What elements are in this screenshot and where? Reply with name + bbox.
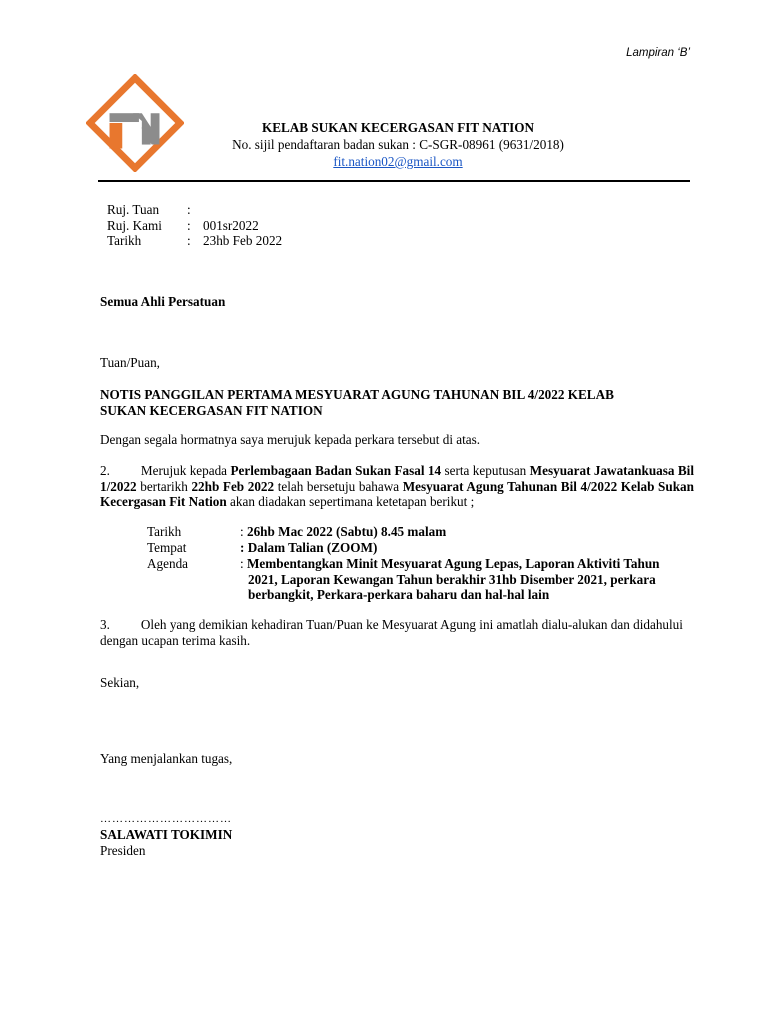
header-divider <box>98 180 690 182</box>
ref-separator: : <box>187 233 191 248</box>
ref-label: Tarikh <box>107 233 142 248</box>
detail-label: Tarikh <box>147 524 182 539</box>
signer-title: Presiden <box>100 843 146 858</box>
agenda-line: Membentangkan Minit Mesyuarat Agung Lepas, Laporan Aktiviti Tahun <box>246 556 660 571</box>
org-name: KELAB SUKAN KECERGASAN FIT NATION <box>261 120 535 135</box>
detail-label: Tempat <box>147 540 187 555</box>
recipient: Semua Ahli Persatuan <box>100 294 226 309</box>
ref-row-kami <box>107 218 282 234</box>
signature-line: …………………………… <box>100 813 232 825</box>
signer-name: SALAWATI TOKIMIN <box>100 827 233 842</box>
ref-label: Ruj. Kami <box>107 217 162 233</box>
committee-meeting-ref: Mesyuarat Jawatankuasa Bil 1/2022 <box>100 463 694 494</box>
agm-name: Mesyuarat Agung Tahunan Bil 4/2022 Kelab Sukan Kecergasan Fit Nation <box>100 478 694 509</box>
subject-line: SUKAN KECERGASAN FIT NATION <box>100 402 323 418</box>
subject-heading <box>100 387 614 418</box>
detail-label: Agenda <box>147 556 189 571</box>
meeting-date: 26hb Mac 2022 (Sabtu) 8.45 malam <box>246 524 447 539</box>
paragraph-number: 2. <box>100 463 110 478</box>
detail-agenda: Agenda : Membentangkan Minit Mesyuarat Agung Lepas, Laporan Aktiviti Tahun <box>147 556 660 571</box>
constitution-ref: Perlembagaan Badan Sukan Fasal 14 <box>230 463 442 478</box>
ref-label: Ruj. Tuan <box>107 202 160 217</box>
ref-row-tarikh <box>107 233 282 249</box>
decision-date: 22hb Feb 2022 <box>191 478 275 494</box>
email-link[interactable]: fit.nation02@gmail.com <box>333 154 463 169</box>
agenda-line: 2021, Laporan Kewangan Tahun berakhir 31hb Disember 2021, perkara <box>248 572 656 587</box>
detail-tarikh: Tarikh : 26hb Mac 2022 (Sabtu) 8.45 malam <box>147 524 447 539</box>
ref-row-tuan <box>107 202 282 218</box>
duty-line: Yang menjalankan tugas, <box>100 751 233 766</box>
attachment-label: Lampiran ‘B’ <box>626 47 690 59</box>
agenda-line: berbangkit, Perkara-perkara baharu dan hal-hal lain <box>248 587 550 602</box>
closing: Sekian, <box>100 675 140 690</box>
reference-block <box>107 202 282 249</box>
paragraph-3: 3. Oleh yang demikian kehadiran Tuan/Puan ke Mesyuarat Agung ini amatlah dialu-alukan dan didahului dengan ucapan terima kasih. <box>100 617 683 648</box>
subject-line: NOTIS PANGGILAN PERTAMA MESYUARAT AGUNG TAHUNAN BIL 4/2022 KELAB <box>100 387 614 402</box>
paragraph-number: 3. <box>100 617 110 632</box>
paragraph-2: 2. Merujuk kepada Perlembagaan Badan Sukan Fasal 14 serta keputusan Mesyuarat Jawatankuasa Bil 1/2022 bertarikh 22hb Feb 2022 telah bersetuju bahawa Mesyuarat Agung Tahunan Bil 4/2022 Kelab Sukan Kecergasan Fit Nation akan diadakan sepertimana ketetapan berikut ; <box>100 463 694 509</box>
ref-value: 001sr2022 <box>203 217 259 233</box>
ref-value: 23hb Feb 2022 <box>203 233 283 248</box>
ref-separator: : <box>187 202 191 217</box>
detail-tempat: Tempat : Dalam Talian (ZOOM) <box>147 540 378 555</box>
paragraph-1: Dengan segala hormatnya saya merujuk kepada perkara tersebut di atas. <box>100 432 481 447</box>
ref-separator: : <box>187 217 191 233</box>
registration-number: No. sijil pendaftaran badan sukan : C-SGR-08961 (9631/2018) <box>232 137 564 152</box>
meeting-venue: Dalam Talian (ZOOM) <box>247 540 378 555</box>
salutation: Tuan/Puan, <box>100 355 160 370</box>
